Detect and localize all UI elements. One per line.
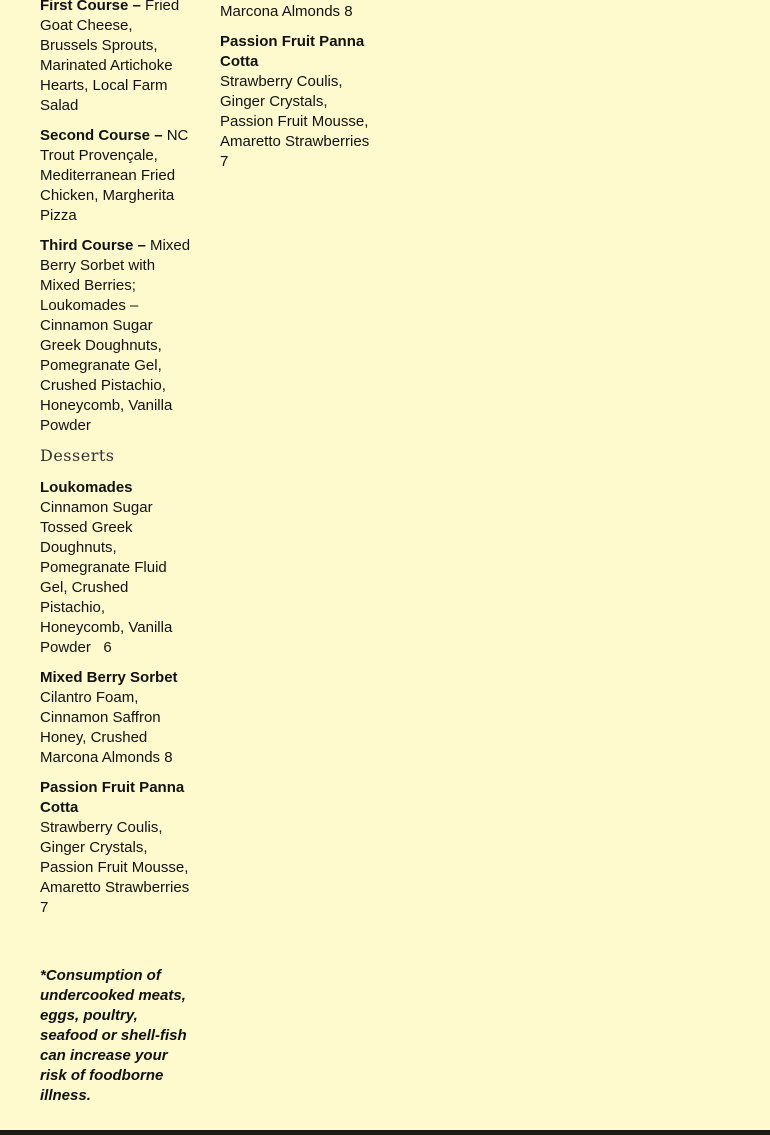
course-item <box>40 236 192 436</box>
dessert-name: Passion Fruit Panna Cotta <box>220 33 365 70</box>
dessert-item <box>40 778 192 918</box>
desserts-heading: Desserts <box>40 446 115 465</box>
dessert-name: Mixed Berry Sorbet <box>40 669 178 686</box>
course-text: Mixed Berry Sorbet with Mixed Berries; Loukomades – Cinnamon Sugar Greek Doughnuts, Pomegranate Gel, Crushed Pistachio, Honeycomb, Vanilla Powder <box>40 237 191 434</box>
dessert-description: Strawberry Coulis, Ginger Crystals, Passion Fruit Mousse, Amaretto Strawberries 7 <box>40 819 190 916</box>
partial-dessert-text <box>220 0 375 22</box>
food-safety-notice: *Consumption of undercooked meats, eggs, poultry, seafood or shell-fish can increase your risk of foodborne illness. <box>40 967 187 1104</box>
footer-bar <box>0 1130 770 1135</box>
course-label: First Course – <box>40 0 141 14</box>
dessert-item <box>220 32 375 172</box>
course-text: NC Trout Provençale, Mediterranean Fried Chicken, Margherita Pizza <box>40 127 189 224</box>
course-label: Second Course – <box>40 127 163 144</box>
menu-right-column <box>220 0 375 182</box>
menu-left-column <box>40 0 192 1116</box>
course-item <box>40 0 192 116</box>
dessert-item <box>40 478 192 658</box>
course-text: Fried Goat Cheese, Brussels Sprouts, Marinated Artichoke Hearts, Local Farm Salad <box>40 0 180 114</box>
dessert-description: Cilantro Foam, Cinnamon Saffron Honey, Crushed Marcona Almonds 8 <box>40 689 173 766</box>
dessert-description: Cinnamon Sugar Tossed Greek Doughnuts, Pomegranate Fluid Gel, Crushed Pistachio, Honeycomb, Vanilla Powder 6 <box>40 499 177 656</box>
dessert-item <box>40 668 192 768</box>
course-item <box>40 126 192 226</box>
dessert-name: Loukomades <box>40 479 133 496</box>
dessert-description: Strawberry Coulis, Ginger Crystals, Passion Fruit Mousse, Amaretto Strawberries 7 <box>220 73 370 170</box>
course-label: Third Course – <box>40 237 146 254</box>
partial-line: Marcona Almonds 8 <box>220 3 353 20</box>
dessert-name: Passion Fruit Panna Cotta <box>40 779 185 816</box>
